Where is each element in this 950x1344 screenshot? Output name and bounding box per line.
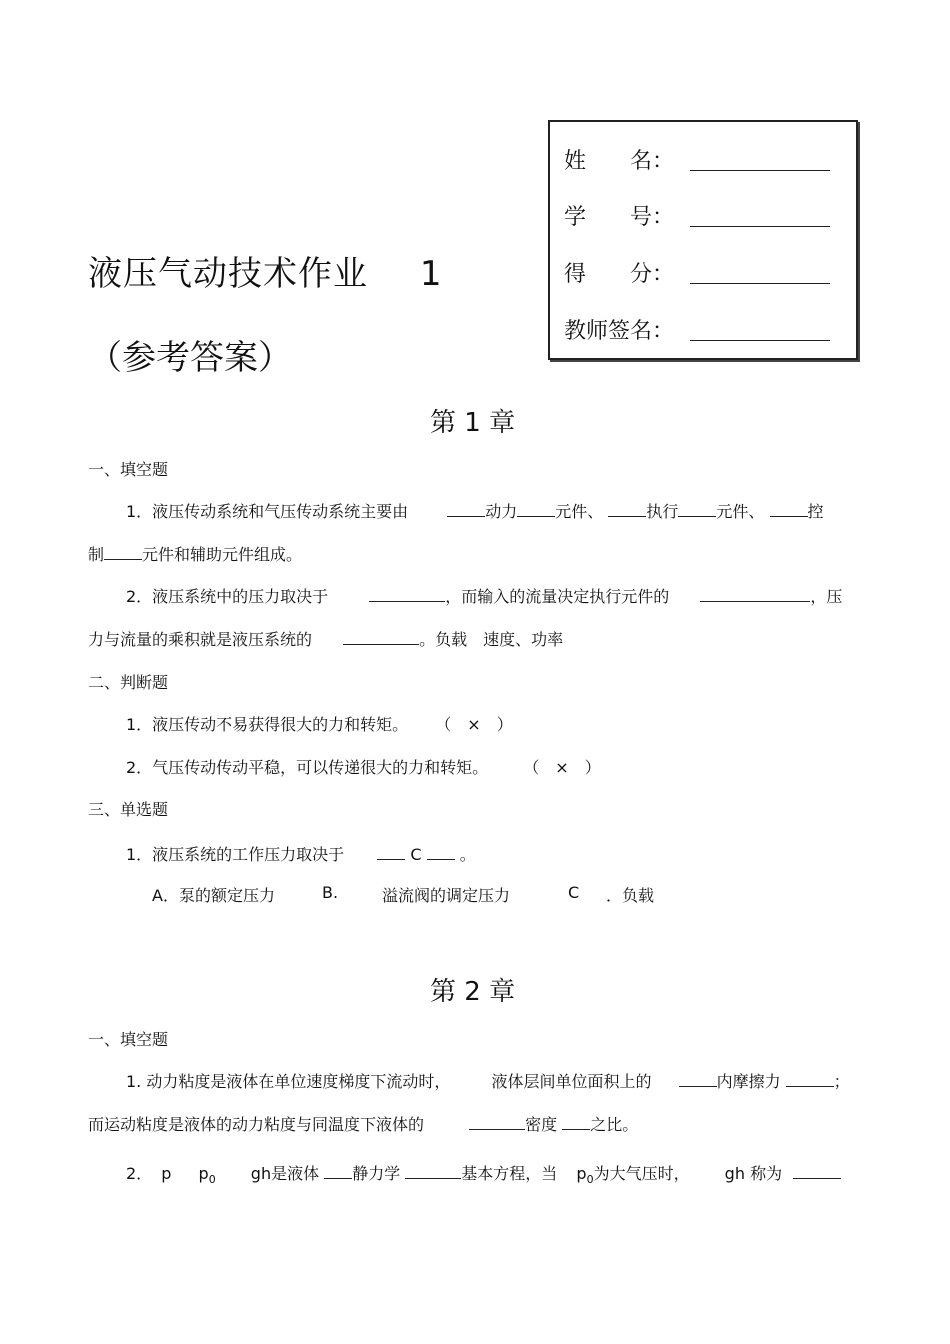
answer-control-end: 制 xyxy=(88,545,105,564)
name-label: 姓 名： xyxy=(564,149,675,174)
blank xyxy=(562,1129,590,1130)
single-1-option-c-key: C xyxy=(568,883,580,902)
judge-1-answer: （ × ） xyxy=(435,715,513,734)
student-id-field[interactable] xyxy=(690,226,830,227)
answer-actuator: 执行 xyxy=(646,502,679,521)
ch1-q1-prefix: 1．液压传动系统和气压传动系统主要由 xyxy=(126,502,409,521)
answer-internal-friction: 内摩擦力 xyxy=(716,1072,781,1091)
symbol-p0-subscript: 0 xyxy=(208,1173,216,1187)
ch2-q2-text3: 为大气压时， xyxy=(593,1164,690,1183)
answer-density: 密度 xyxy=(525,1115,558,1134)
ch1-judge-2 xyxy=(126,755,601,778)
ch1-section-true-false: 二、判断题 xyxy=(88,673,169,692)
ch1-q2-line1 xyxy=(126,584,842,607)
ch2-q1-tail: ； xyxy=(833,1072,850,1091)
chapter-2-title: 第 2 章 xyxy=(430,977,516,1007)
symbol-p0-base: p xyxy=(198,1164,209,1183)
single-1-prefix: 1．液压系统的工作压力取决于 xyxy=(126,845,345,864)
answer-hydrostatics: 静力学 xyxy=(352,1164,401,1183)
judge-2-answer: （ × ） xyxy=(523,758,601,777)
answer-power: 动力 xyxy=(485,502,518,521)
ch2-q1-line2-prefix: 而运动粘度是液体的动力粘度与同温度下液体的 xyxy=(88,1115,425,1134)
blank xyxy=(700,601,810,602)
single-1-answer: C xyxy=(410,845,422,864)
blank xyxy=(369,601,445,602)
symbol-p0-b xyxy=(576,1164,594,1187)
symbol-p0b-base: p xyxy=(576,1164,587,1183)
ch1-section-single-choice: 三、单选题 xyxy=(88,800,169,819)
ch2-q2-text4: 称为 xyxy=(750,1164,783,1183)
blank xyxy=(678,516,716,517)
blank xyxy=(447,516,485,517)
blank xyxy=(679,1086,717,1087)
ch2-q2-text2: 基本方程，当 xyxy=(461,1164,558,1183)
single-1-option-b: 溢流阀的调定压力 xyxy=(382,886,511,905)
blank xyxy=(377,859,405,860)
judge-1-text: 1．液压传动不易获得很大的力和转矩。 xyxy=(126,715,409,734)
ch1-q2-line2 xyxy=(88,627,563,650)
single-1-tail: 。 xyxy=(459,845,476,864)
ch1-q2-answers: 。负载 速度、功率 xyxy=(419,630,564,649)
ch1-q2-line2-prefix: 力与流量的乘积就是液压系统的 xyxy=(88,630,313,649)
ch1-q1-tail: 元件和辅助元件组成。 xyxy=(142,545,303,564)
single-1-option-c: ．负载 xyxy=(606,886,655,905)
ch2-q1-mid: 液体层间单位面积上的 xyxy=(491,1072,652,1091)
ch1-q1-line2 xyxy=(88,542,302,565)
title-number: 1 xyxy=(419,254,443,294)
student-info-box xyxy=(548,120,858,360)
ch2-q2-line1 xyxy=(126,1161,841,1186)
ch1-q2-prefix: 2．液压系统中的压力取决于 xyxy=(126,587,329,606)
name-field[interactable] xyxy=(690,170,830,171)
student-id-label: 学 号： xyxy=(564,205,675,230)
blank xyxy=(427,859,455,860)
symbol-p0 xyxy=(198,1164,216,1187)
symbol-gh-2: gh xyxy=(724,1164,745,1183)
ch1-judge-1 xyxy=(126,712,513,735)
blank xyxy=(469,1129,525,1130)
single-1-option-b-key: B. xyxy=(322,883,339,902)
ch2-section-fill-blank: 一、填空题 xyxy=(88,1030,169,1049)
score-field[interactable] xyxy=(690,283,830,284)
blank xyxy=(793,1178,841,1179)
score-label: 得 分： xyxy=(564,262,675,287)
ch1-q2-tail: ，压 xyxy=(810,587,843,606)
teacher-signature-field[interactable] xyxy=(690,340,830,341)
symbol-gh: gh xyxy=(250,1164,272,1183)
blank xyxy=(343,644,419,645)
teacher-signature-label: 教师签名： xyxy=(564,319,675,344)
ch1-section-fill-blank: 一、填空题 xyxy=(88,460,169,479)
ch1-q1-text2: 元件、 xyxy=(716,502,765,521)
ch2-q1-prefix: 1. 动力粘度是液体在单位速度梯度下流动时， xyxy=(126,1072,451,1091)
blank xyxy=(104,559,142,560)
chapter-1-title: 第 1 章 xyxy=(430,408,516,438)
blank xyxy=(770,516,808,517)
ch2-q1-line1 xyxy=(126,1069,850,1092)
single-1-option-a: A．泵的额定压力 xyxy=(152,886,275,905)
ch2-q1-line2-tail: 之比。 xyxy=(590,1115,639,1134)
blank xyxy=(405,1178,461,1179)
blank xyxy=(608,516,646,517)
blank xyxy=(786,1086,834,1087)
ch1-single-choice-1 xyxy=(126,842,476,865)
ch2-q1-line2 xyxy=(88,1112,638,1135)
ch2-q2-text1: 是液体 xyxy=(271,1164,320,1183)
ch1-q1-line1 xyxy=(126,499,824,522)
ch1-q2-mid: ，而输入的流量决定执行元件的 xyxy=(445,587,670,606)
blank xyxy=(324,1178,352,1179)
title-text: 液压气动技术作业 xyxy=(88,254,368,294)
ch1-q1-text1: 元件、 xyxy=(555,502,604,521)
symbol-p: p xyxy=(161,1164,172,1183)
symbol-p0b-subscript: 0 xyxy=(586,1173,594,1187)
answer-control-start: 控 xyxy=(807,502,824,521)
blank xyxy=(517,516,555,517)
document-title xyxy=(88,246,442,295)
ch2-q2-number: 2． xyxy=(126,1164,153,1183)
judge-2-text: 2．气压传动传动平稳，可以传递很大的力和转矩。 xyxy=(126,758,489,777)
document-subtitle: （参考答案） xyxy=(88,338,292,378)
